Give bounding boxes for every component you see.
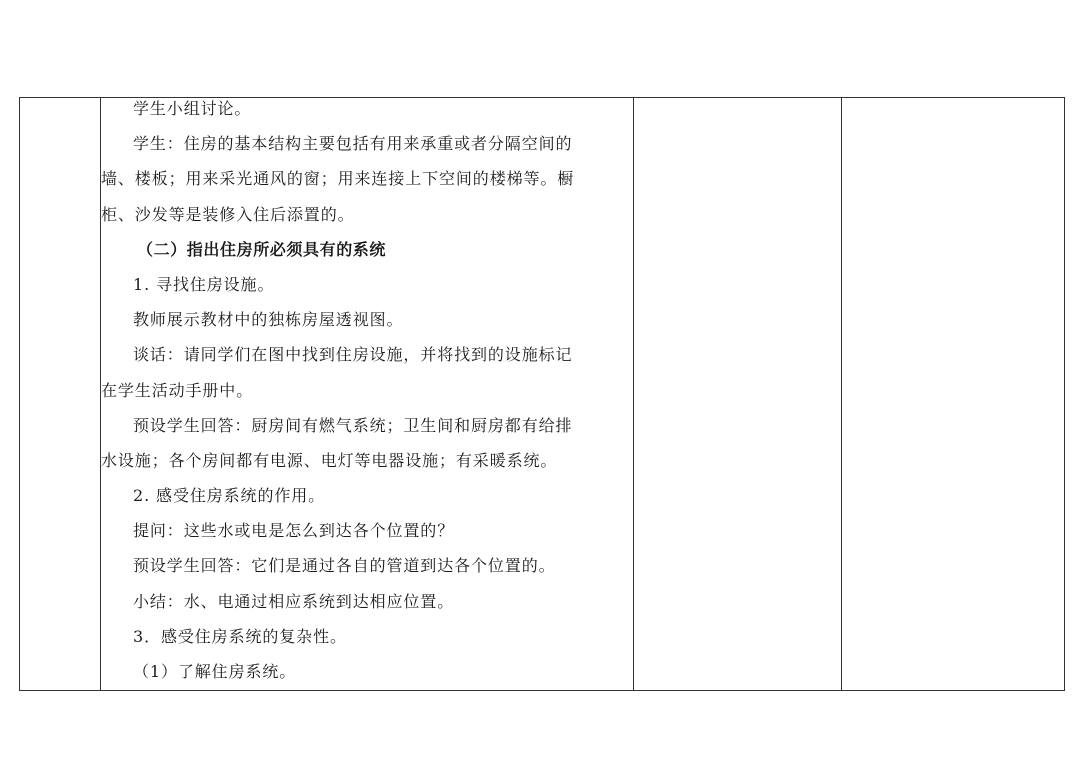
teaching-process-cell [101, 98, 634, 691]
paragraph-line: 水设施；各个房间都有电源、电灯等电器设施；有采暖系统。 [101, 450, 558, 470]
left-margin-cell [20, 98, 101, 691]
empty-column-cell [634, 98, 842, 691]
paragraph-line: （1）了解住房系统。 [133, 662, 297, 681]
empty-column-cell [842, 98, 1065, 691]
paragraph-line: 预设学生回答：厨房间有燃气系统；卫生间和厨房都有给排 [133, 415, 573, 435]
paragraph-line: 小结：水、电通过相应系统到达相应位置。 [133, 591, 455, 611]
paragraph-line: 提问：这些水或电是怎么到达各个位置的？ [133, 521, 455, 541]
paragraph-line: 墙、楼板；用来采光通风的窗；用来连接上下空间的楼梯等。橱 [101, 169, 575, 189]
paragraph-line: 教师展示教材中的独栋房屋透视图。 [133, 310, 404, 330]
section-heading: （二）指出住房所必须具有的系统 [137, 239, 387, 259]
table-row [20, 98, 1065, 691]
subsection-title: 1. 寻找住房设施。 [133, 274, 275, 294]
paragraph-line: 预设学生回答：它们是通过各自的管道到达各个位置的。 [133, 556, 556, 576]
paragraph-line: 学生：住房的基本结构主要包括有用来承重或者分隔空间的 [133, 134, 573, 154]
subsection-title: 3．感受住房系统的复杂性。 [133, 626, 347, 646]
paragraph-line: 学生小组讨论。 [133, 99, 252, 118]
lesson-plan-table [19, 97, 1065, 691]
paragraph-line: 在学生活动手册中。 [101, 380, 254, 400]
paragraph-line: 柜、沙发等是装修入住后添置的。 [101, 204, 355, 224]
paragraph-line: 谈话：请同学们在图中找到住房设施，并将找到的设施标记 [133, 345, 573, 365]
subsection-title: 2. 感受住房系统的作用。 [133, 486, 326, 506]
